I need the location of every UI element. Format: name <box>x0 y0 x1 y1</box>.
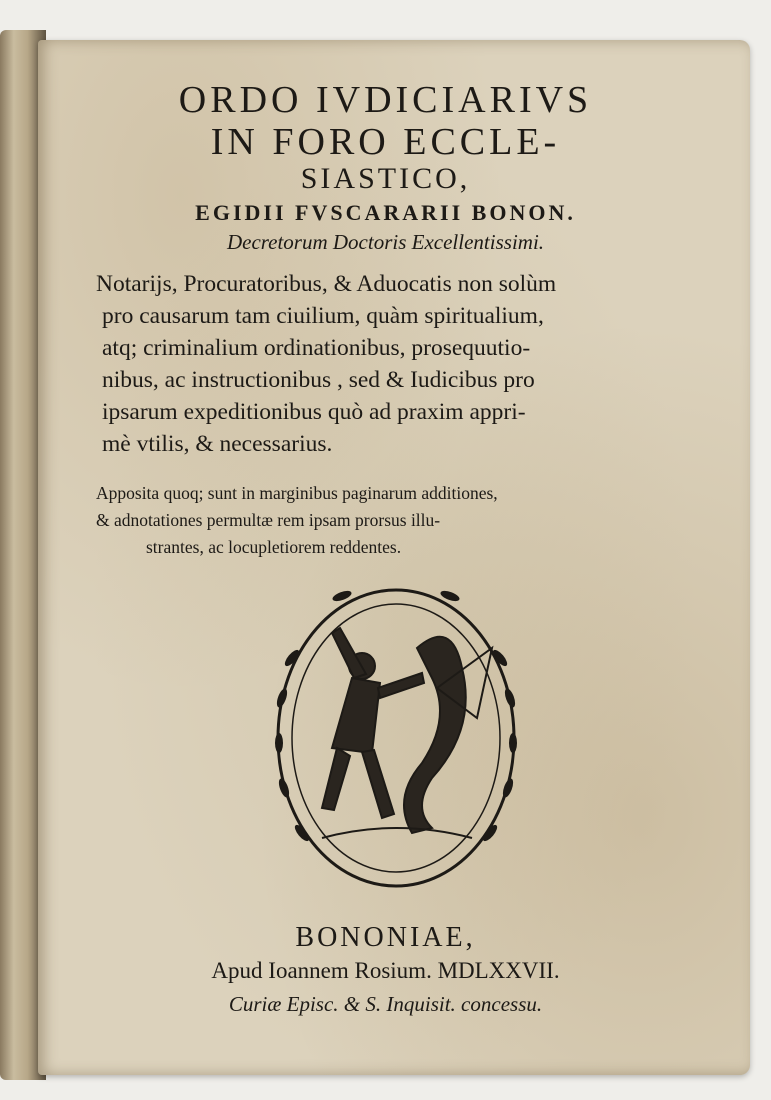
imprint-license: Curiæ Episc. & S. Inquisit. concessu. <box>228 992 543 1016</box>
figure-and-dragon <box>322 628 492 838</box>
additions-line: strantes, ac locupletiorem reddentes. <box>146 537 402 557</box>
description-line: Notarijs, Procuratoribus, & Aduocatis non solùm <box>96 271 557 297</box>
title-line-1: ORDO IVDICIARIVS <box>178 79 593 121</box>
description-line: ipsarum expeditionibus quò ad praxim appri- <box>102 399 526 425</box>
additions-line: Apposita quoq; sunt in marginibus paginarum additiones, <box>96 483 498 503</box>
author-name: EGIDII FVSCARARII BONON. <box>195 200 576 225</box>
imprint-printer: Apud Ioannem Rosium. MDLXXVII. <box>211 958 560 983</box>
wreath-leaves <box>275 589 517 843</box>
laurel-wreath <box>278 590 514 886</box>
description-line: mè vtilis, & necessarius. <box>102 431 333 457</box>
woodcut-illustration <box>262 578 530 908</box>
title-line-2: IN FORO ECCLE- <box>210 121 561 163</box>
description-line: atq; criminalium ordinationibus, prosequutio- <box>102 335 531 361</box>
description-line: nibus, ac instructionibus , sed & Iudicibus pro <box>102 367 535 393</box>
additions-line: & adnotationes permultæ rem ipsam prorsus illu- <box>96 510 441 530</box>
title-line-3: SIASTICO, <box>300 162 471 195</box>
description-line: pro causarum tam ciuilium, quàm spiritualium, <box>102 303 544 329</box>
imprint-city: BONONIAE, <box>295 922 476 953</box>
author-title: Decretorum Doctoris Excellentissimi. <box>226 230 545 254</box>
description-paragraph <box>96 268 666 460</box>
additions-paragraph <box>96 480 666 561</box>
